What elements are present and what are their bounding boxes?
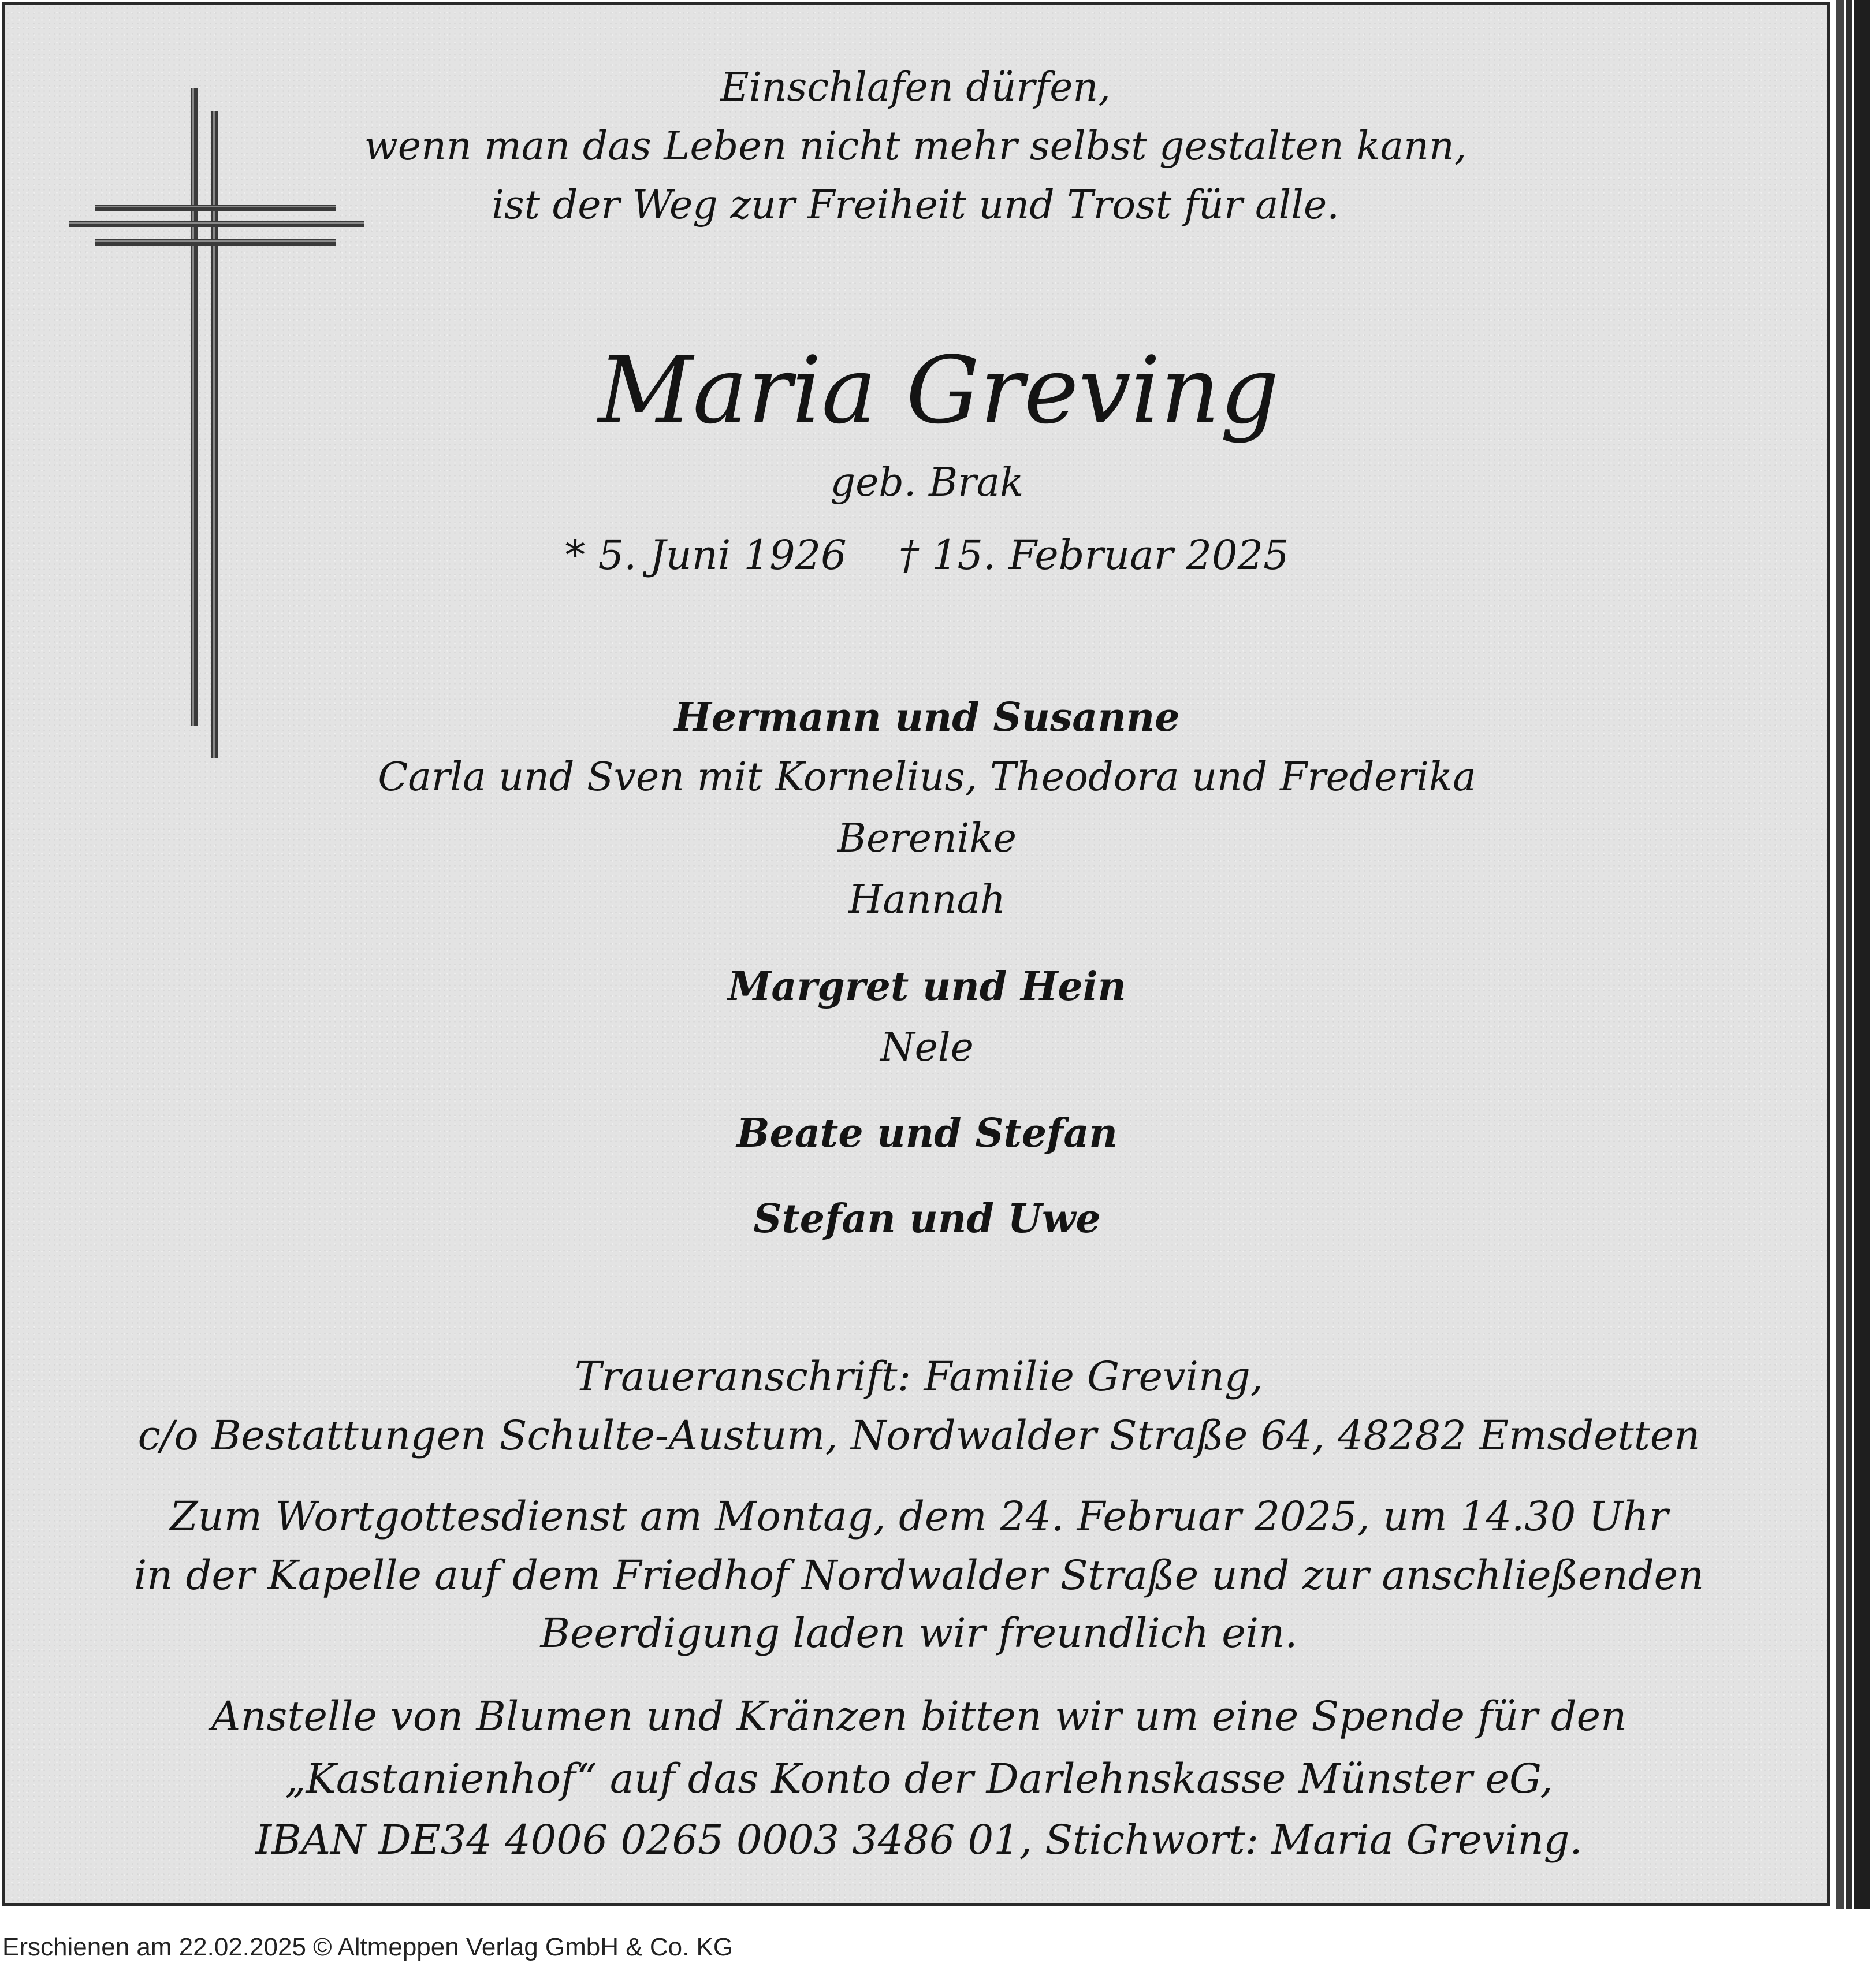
birth-date: * 5. Juni 1926 bbox=[565, 531, 847, 579]
deceased-name: Maria Greving bbox=[598, 336, 1279, 444]
notice-edge-shadow bbox=[1854, 0, 1870, 1909]
family-heading: Hermann und Susanne bbox=[674, 694, 1180, 741]
motto-line: ist der Weg zur Freiheit und Trost für alle. bbox=[492, 183, 1339, 228]
donation-line: „Kastanienhof“ auf das Konto der Darlehnskasse Münster eG, bbox=[285, 1755, 1553, 1802]
address-line: c/o Bestattungen Schulte-Austum, Nordwalder Straße 64, 48282 Emsdetten bbox=[137, 1412, 1700, 1459]
family-heading: Beate und Stefan bbox=[736, 1110, 1118, 1157]
donation-line: Anstelle von Blumen und Kränzen bitten wir um eine Spende für den bbox=[211, 1693, 1627, 1740]
address-line: Traueranschrift: Familie Greving, bbox=[574, 1353, 1264, 1400]
donation-line: IBAN DE34 4006 0265 0003 3486 01, Stichwort: Maria Greving. bbox=[255, 1816, 1583, 1864]
motto-line: wenn man das Leben nicht mehr selbst gestalten kann, bbox=[364, 124, 1467, 169]
notice-edge-shadow bbox=[1836, 0, 1844, 1909]
family-heading: Margret und Hein bbox=[728, 964, 1126, 1010]
publication-footer: Erschienen am 22.02.2025 © Altmeppen Verlag GmbH & Co. KG bbox=[2, 1933, 734, 1961]
service-line: Beerdigung laden wir freundlich ein. bbox=[540, 1609, 1298, 1657]
life-dates bbox=[12, 531, 1842, 579]
family-line: Berenike bbox=[838, 816, 1017, 861]
notice-edge-shadow bbox=[1846, 0, 1852, 1909]
service-line: Zum Wortgottesdienst am Montag, dem 24. Februar 2025, um 14.30 Uhr bbox=[169, 1493, 1669, 1540]
birth-name: geb. Brak bbox=[830, 460, 1024, 505]
family-heading: Stefan und Uwe bbox=[753, 1196, 1101, 1242]
family-line: Nele bbox=[880, 1025, 974, 1070]
death-date: † 15. Februar 2025 bbox=[898, 531, 1289, 579]
family-line: Carla und Sven mit Kornelius, Theodora und Frederika bbox=[378, 754, 1476, 800]
motto-line: Einschlafen dürfen, bbox=[720, 65, 1111, 110]
family-line: Hannah bbox=[848, 877, 1006, 923]
service-line: in der Kapelle auf dem Friedhof Nordwalder Straße und zur anschließenden bbox=[133, 1552, 1704, 1599]
